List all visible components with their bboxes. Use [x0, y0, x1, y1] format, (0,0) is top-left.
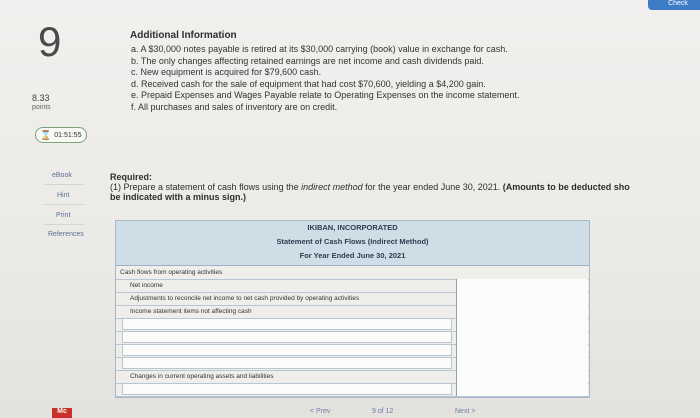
- statement-row: [116, 383, 589, 397]
- points-label: points: [32, 104, 51, 111]
- question-sidebar: [0, 0, 96, 418]
- statement-row: [116, 305, 589, 319]
- statement-amount-input[interactable]: [456, 383, 588, 396]
- statement-header: [116, 221, 589, 266]
- statement-row: [116, 266, 589, 280]
- statement-title: Statement of Cash Flows (Indirect Method): [276, 237, 429, 246]
- statement-amount-input[interactable]: [456, 292, 588, 305]
- statement-row-label: Changes in current operating assets and liabilities: [130, 373, 274, 380]
- sidebar-link-hint[interactable]: Hint: [57, 192, 70, 199]
- required-line-1: [110, 182, 630, 192]
- statement-amount-input[interactable]: [456, 318, 588, 331]
- hourglass-icon: ⌛: [40, 129, 52, 140]
- statement-period: For Year Ended June 30, 2021: [299, 251, 406, 260]
- page-indicator: 9 of 12: [372, 408, 394, 415]
- statement-amount-input[interactable]: [456, 279, 588, 292]
- statement-row-label: Income statement items not affecting cash: [130, 308, 252, 315]
- check-button[interactable]: Check: [648, 0, 700, 10]
- sidebar-divider: [44, 224, 84, 225]
- statement-label-input[interactable]: [122, 383, 452, 395]
- statement-row: [116, 357, 589, 371]
- statement-amount-input[interactable]: [456, 357, 588, 370]
- mc-logo-badge: Mc: [52, 408, 72, 418]
- sidebar-divider: [44, 204, 84, 205]
- required-italic: indirect method: [301, 182, 363, 192]
- required-label: Required:: [110, 172, 153, 182]
- company-name: IKIBAN, INCORPORATED: [307, 223, 398, 232]
- statement-row: [116, 279, 589, 293]
- statement-row-label: Net income: [130, 282, 163, 289]
- prev-button[interactable]: < Prev: [310, 408, 331, 415]
- question-number: 9: [38, 18, 62, 65]
- statement-label-input[interactable]: [122, 357, 452, 369]
- points-value: 8.33: [32, 93, 50, 103]
- info-item: c. New equipment is acquired for $79,600 cash.: [131, 67, 322, 77]
- timer-value: 01:51:55: [54, 131, 82, 139]
- required-bold: (Amounts to be deducted sho: [502, 182, 630, 192]
- timer[interactable]: [35, 127, 87, 143]
- required-line-2: be indicated with a minus sign.): [110, 192, 247, 202]
- info-item: d. Received cash for the sale of equipment that had cost $70,600, yielding a $4,200 gain.: [131, 78, 486, 89]
- statement-row-label: Cash flows from operating activities: [120, 269, 223, 276]
- cash-flow-statement: [115, 220, 590, 398]
- statement-row: [116, 370, 589, 384]
- statement-amount-input[interactable]: [456, 344, 588, 357]
- sidebar-link-print[interactable]: Print: [56, 212, 71, 219]
- statement-row: [116, 292, 589, 306]
- statement-row-label: Adjustments to reconcile net income to net cash provided by operating activities: [130, 295, 360, 302]
- additional-info-list: [131, 44, 519, 113]
- sidebar-link-ebook[interactable]: eBook: [52, 172, 72, 179]
- info-item: f. All purchases and sales of inventory are on credit.: [131, 101, 338, 112]
- statement-label-input[interactable]: [122, 344, 452, 356]
- required-instructions: [110, 172, 630, 202]
- info-item: e. Prepaid Expenses and Wages Payable relate to Operating Expenses on the income statement.: [131, 90, 520, 100]
- statement-row: [116, 318, 589, 332]
- statement-row: [116, 331, 589, 345]
- info-item: a. A $30,000 notes payable is retired at its $30,000 carrying (book) value in exchange for cash.: [131, 44, 508, 54]
- info-item: b. The only changes affecting retained earnings are net income and cash dividends paid.: [131, 55, 484, 66]
- statement-label-input[interactable]: [122, 331, 452, 343]
- additional-info-title: Additional Information: [130, 30, 237, 41]
- statement-amount-input[interactable]: [456, 370, 588, 383]
- sidebar-link-references[interactable]: References: [48, 231, 84, 238]
- required-text: for the year ended June 30, 2021.: [362, 182, 503, 192]
- statement-label-input[interactable]: [122, 318, 452, 330]
- statement-row: [116, 344, 589, 358]
- statement-amount-input[interactable]: [456, 331, 588, 344]
- sidebar-divider: [44, 184, 84, 185]
- required-text: (1) Prepare a statement of cash flows using the: [110, 182, 302, 192]
- next-button[interactable]: Next >: [455, 408, 476, 415]
- statement-amount-input[interactable]: [456, 305, 588, 318]
